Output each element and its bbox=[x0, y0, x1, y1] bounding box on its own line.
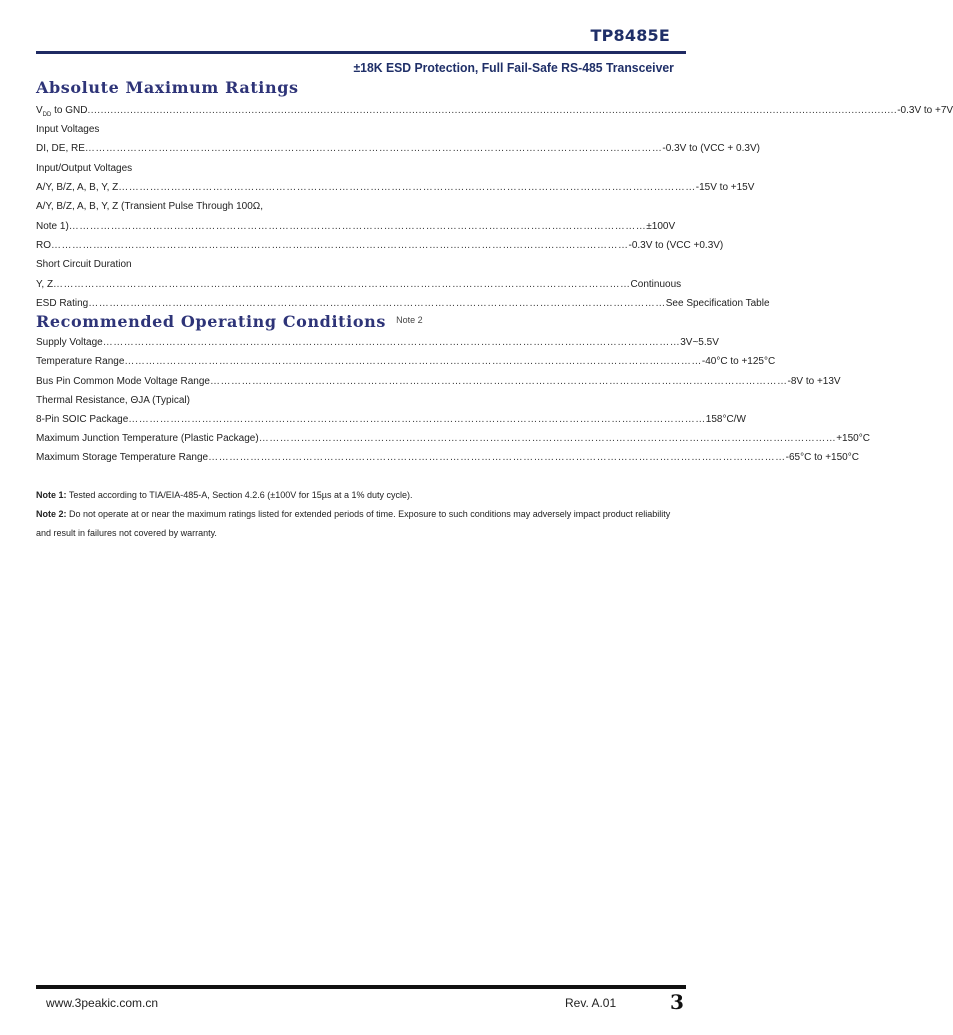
leader-dots: ....................................................................................................................................................................................................................................................... bbox=[87, 105, 898, 116]
absolute-max-title: Absolute Maximum Ratings bbox=[36, 78, 299, 97]
spec-value: -0.3V to +7V bbox=[897, 105, 953, 116]
spec-value: 158°C/W bbox=[705, 414, 746, 425]
spec-line bbox=[36, 375, 841, 388]
spec-label: 8-Pin SOIC Package bbox=[36, 414, 129, 425]
spec-label: Y, Z bbox=[36, 279, 54, 290]
spec-label: Maximum Junction Temperature (Plastic Package) bbox=[36, 433, 259, 444]
spec-label: Input/Output Voltages bbox=[36, 163, 133, 174]
spec-label: $V_{DD}$ to GND bbox=[36, 105, 88, 118]
page-number: 3 bbox=[670, 990, 684, 1014]
leader-dots: ………………………………………………………………………………………………………………………………………………… bbox=[53, 279, 631, 290]
header-rule bbox=[36, 51, 686, 54]
leader-dots: ………………………………………………………………………………………………………………………………………………… bbox=[258, 433, 837, 444]
note-reference: Note 2 bbox=[396, 315, 423, 325]
spec-value: Continuous bbox=[630, 279, 682, 290]
spec-value: -0.3V to (VCC +0.3V) bbox=[628, 240, 724, 251]
recommended-conditions-title: Recommended Operating Conditions $^{Note 2}$ bbox=[36, 312, 423, 331]
spec-label: Supply Voltage bbox=[36, 337, 103, 348]
spec-line bbox=[36, 413, 746, 426]
spec-line bbox=[36, 297, 770, 310]
footnotes bbox=[36, 486, 676, 543]
spec-value: -0.3V to (VCC + 0.3V) bbox=[662, 143, 760, 154]
note-2: Note 2: Do not operate at or near the maximum ratings listed for extended periods of time. Exposure to such conditions may adversely impact product reliability and result in failures not covered by warranty. bbox=[36, 509, 671, 538]
spec-value: See Specification Table bbox=[665, 298, 770, 309]
spec-line bbox=[36, 394, 556, 407]
leader-dots: ………………………………………………………………………………………………………………………………………………… bbox=[84, 143, 663, 154]
spec-label: Thermal Resistance, ΘJA (Typical) bbox=[36, 395, 190, 406]
spec-value: -8V to +13V bbox=[787, 376, 841, 387]
leader-dots: ………………………………………………………………………………………………………………………………………………… bbox=[124, 356, 702, 367]
leader-dots: ………………………………………………………………………………………………………………………………………………… bbox=[210, 376, 788, 387]
spec-line bbox=[36, 258, 556, 271]
spec-line bbox=[36, 239, 724, 252]
spec-value: -65°C to +150°C bbox=[785, 452, 859, 463]
leader-dots: ………………………………………………………………………………………………………………………………………………… bbox=[68, 221, 647, 232]
spec-line bbox=[36, 355, 776, 368]
spec-label: Temperature Range bbox=[36, 356, 125, 367]
spec-line bbox=[36, 278, 682, 291]
leader-dots: ………………………………………………………………………………………………………………………………………………… bbox=[51, 240, 629, 251]
spec-value: 3V~5.5V bbox=[680, 337, 719, 348]
footer-revision: Rev. A.01 bbox=[565, 996, 617, 1010]
spec-label: Input Voltages bbox=[36, 124, 100, 135]
spec-line bbox=[36, 451, 859, 464]
spec-label: A/Y, B/Z, A, B, Y, Z bbox=[36, 182, 119, 193]
spec-line bbox=[36, 220, 676, 233]
spec-line bbox=[36, 336, 719, 349]
spec-line bbox=[36, 104, 953, 122]
spec-value: +150°C bbox=[836, 433, 870, 444]
footer-rule bbox=[36, 985, 686, 989]
leader-dots: ………………………………………………………………………………………………………………………………………………… bbox=[88, 298, 666, 309]
spec-label: A/Y, B/Z, A, B, Y, Z (Transient Pulse Through 100Ω, bbox=[36, 201, 264, 212]
leader-dots: ………………………………………………………………………………………………………………………………………………… bbox=[102, 337, 681, 348]
footer-website-link[interactable]: www.3peakic.com.cn bbox=[46, 996, 159, 1010]
spec-label: Note 1) bbox=[36, 221, 69, 232]
spec-value: -15V to +15V bbox=[695, 182, 755, 193]
part-number: TP8485E bbox=[590, 26, 670, 45]
spec-label: Bus Pin Common Mode Voltage Range bbox=[36, 376, 210, 387]
note-1: Note 1: Tested according to TIA/EIA-485-A, Section 4.2.6 (±100V for 15µs at a 1% duty cycle). bbox=[36, 490, 413, 500]
spec-line bbox=[36, 432, 870, 445]
leader-dots: ………………………………………………………………………………………………………………………………………………… bbox=[128, 414, 706, 425]
spec-line bbox=[36, 200, 556, 213]
spec-label: RO bbox=[36, 240, 51, 251]
spec-value: -40°C to +125°C bbox=[701, 356, 776, 367]
spec-line bbox=[36, 123, 556, 136]
leader-dots: ………………………………………………………………………………………………………………………………………………… bbox=[118, 182, 696, 193]
spec-line bbox=[36, 162, 556, 175]
leader-dots: ………………………………………………………………………………………………………………………………………………… bbox=[208, 452, 786, 463]
spec-label: Maximum Storage Temperature Range bbox=[36, 452, 209, 463]
spec-line bbox=[36, 181, 755, 194]
spec-label: Short Circuit Duration bbox=[36, 259, 132, 270]
spec-value: ±100V bbox=[646, 221, 676, 232]
spec-label: DI, DE, RE bbox=[36, 143, 85, 154]
spec-line bbox=[36, 142, 760, 155]
spec-label: ESD Rating bbox=[36, 298, 89, 309]
document-subtitle: ±18K ESD Protection, Full Fail-Safe RS-485 Transceiver bbox=[353, 60, 674, 75]
